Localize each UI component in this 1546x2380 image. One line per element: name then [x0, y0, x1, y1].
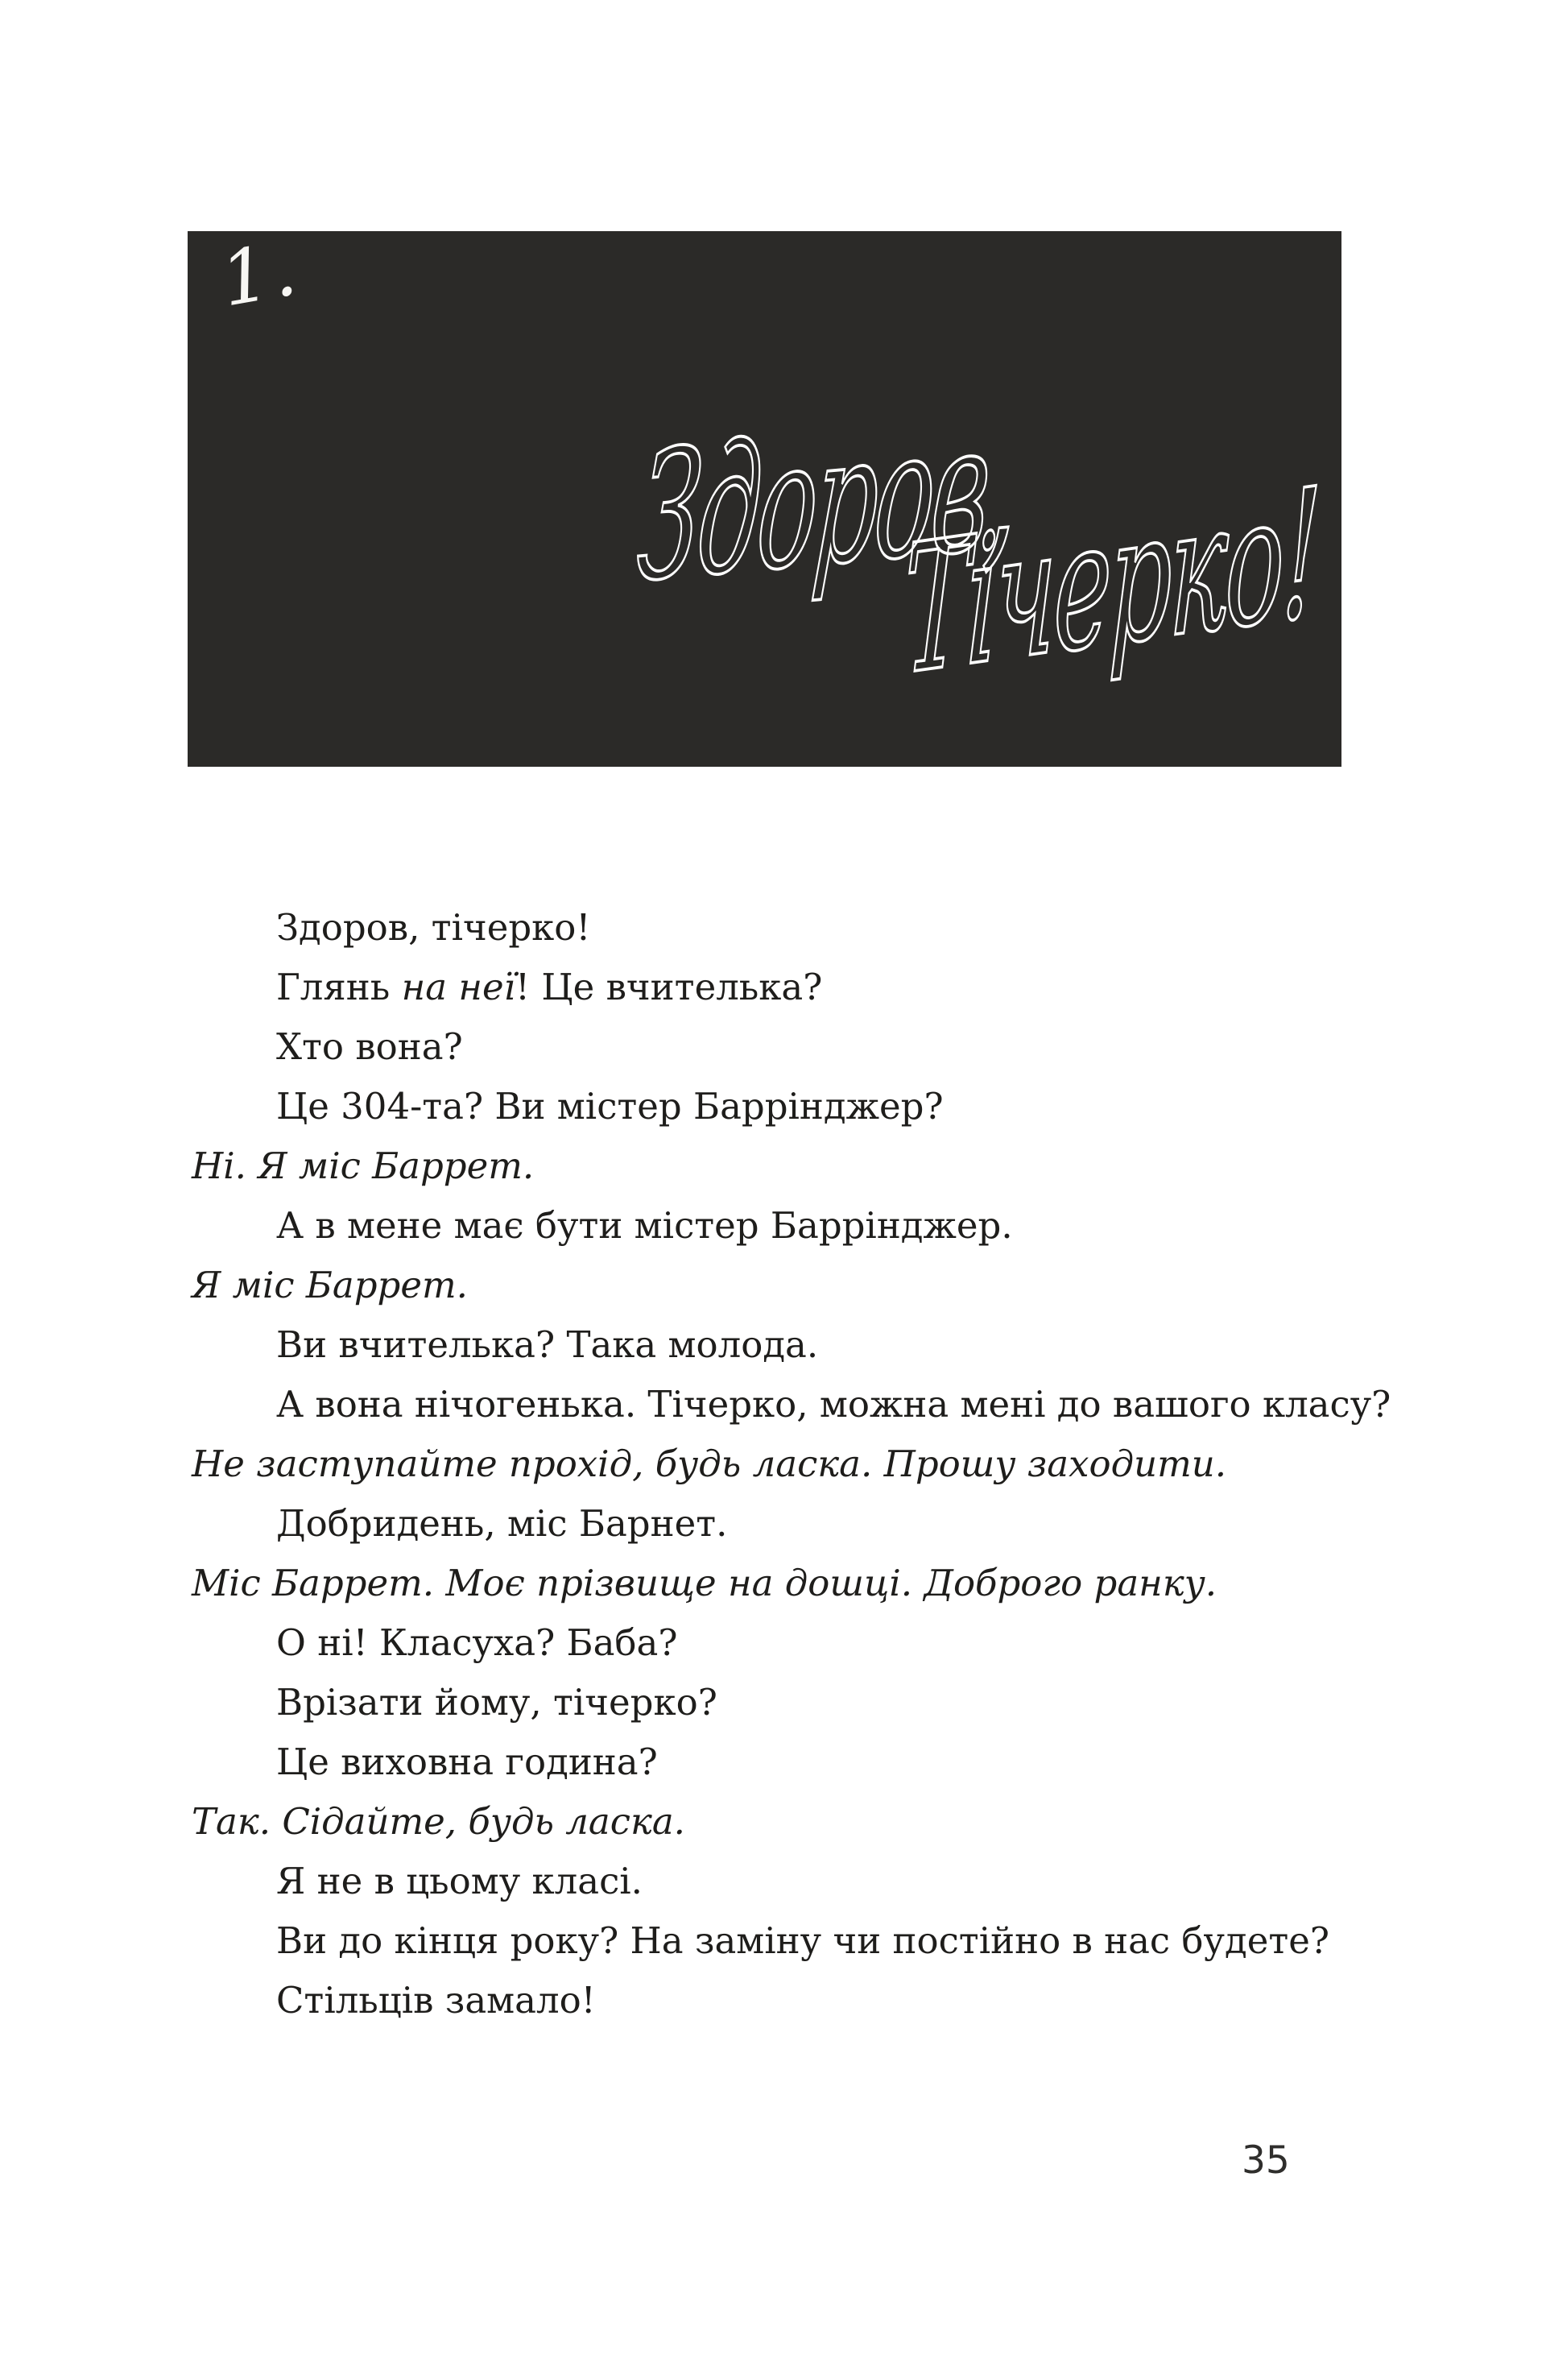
dialogue-block	[192, 898, 1391, 2030]
page-number: 35	[1242, 2138, 1290, 2183]
dialogue-text: Здоров, тічерко!	[276, 906, 591, 949]
dialogue-text: А в мене має бути містер Баррінджер.	[276, 1204, 1013, 1247]
dialogue-line	[192, 1494, 1367, 1554]
chalk-title	[188, 225, 1341, 767]
dialogue-line	[192, 1077, 1367, 1136]
dialogue-text: Я міс Баррет.	[192, 1264, 468, 1306]
dialogue-text: Ні. Я міс Баррет.	[192, 1144, 535, 1187]
dialogue-line	[192, 1434, 1367, 1494]
dialogue-line	[192, 958, 1367, 1017]
dialogue-text: ! Це вчителька?	[515, 966, 823, 1008]
dialogue-text: Врізати йому, тічерко?	[276, 1681, 717, 1724]
dialogue-line	[192, 1732, 1367, 1792]
dialogue-text: Добридень, міс Барнет.	[276, 1502, 728, 1545]
dialogue-line	[192, 1792, 1367, 1852]
dialogue-text: Ви вчителька? Така молода.	[276, 1323, 819, 1366]
dialogue-line	[192, 1017, 1367, 1077]
dialogue-line	[192, 898, 1367, 958]
dialogue-line	[192, 1315, 1367, 1375]
dialogue-line	[192, 1613, 1367, 1673]
dialogue-emphasis: на неї	[401, 966, 516, 1008]
dialogue-text: Хто вона?	[276, 1025, 463, 1068]
dialogue-line	[192, 1375, 1391, 1434]
dialogue-text: Я не в цьому класі.	[276, 1860, 643, 1902]
dialogue-text: Це 304-та? Ви містер Баррінджер?	[276, 1085, 944, 1128]
dialogue-text: Так. Сідайте, будь ласка.	[192, 1800, 685, 1843]
dialogue-line	[192, 1971, 1367, 2030]
dialogue-text: О ні! Класуха? Баба?	[276, 1621, 678, 1664]
dialogue-line	[192, 1673, 1367, 1732]
dialogue-text: Міс Баррет. Моє прізвище на дошці. Доброго ранку.	[192, 1562, 1217, 1604]
dialogue-line	[192, 1554, 1367, 1613]
dialogue-text: А вона нічогенька. Тічерко, можна мені до вашого класу?	[276, 1383, 1391, 1426]
dialogue-line	[192, 1911, 1367, 1971]
dialogue-line	[192, 1196, 1367, 1256]
dialogue-line	[192, 1136, 1367, 1196]
chapter-header-chalkboard	[188, 225, 1341, 767]
chalk-title-line2: Тічерко!	[901, 449, 1321, 716]
chalk-title-line1: Здоров,	[632, 382, 1024, 622]
dialogue-text: Ви до кінця року? На заміну чи постійно в нас будете?	[276, 1919, 1329, 1962]
dialogue-text: Стільців замало!	[276, 1979, 596, 2022]
dialogue-text: Глянь	[276, 966, 402, 1008]
dialogue-line	[192, 1852, 1367, 1911]
dialogue-text: Не заступайте прохід, будь ласка. Прошу заходити.	[192, 1442, 1227, 1485]
dialogue-line	[192, 1256, 1367, 1315]
chapter-number: 1.	[214, 225, 306, 324]
dialogue-text: Це виховна година?	[276, 1741, 658, 1783]
